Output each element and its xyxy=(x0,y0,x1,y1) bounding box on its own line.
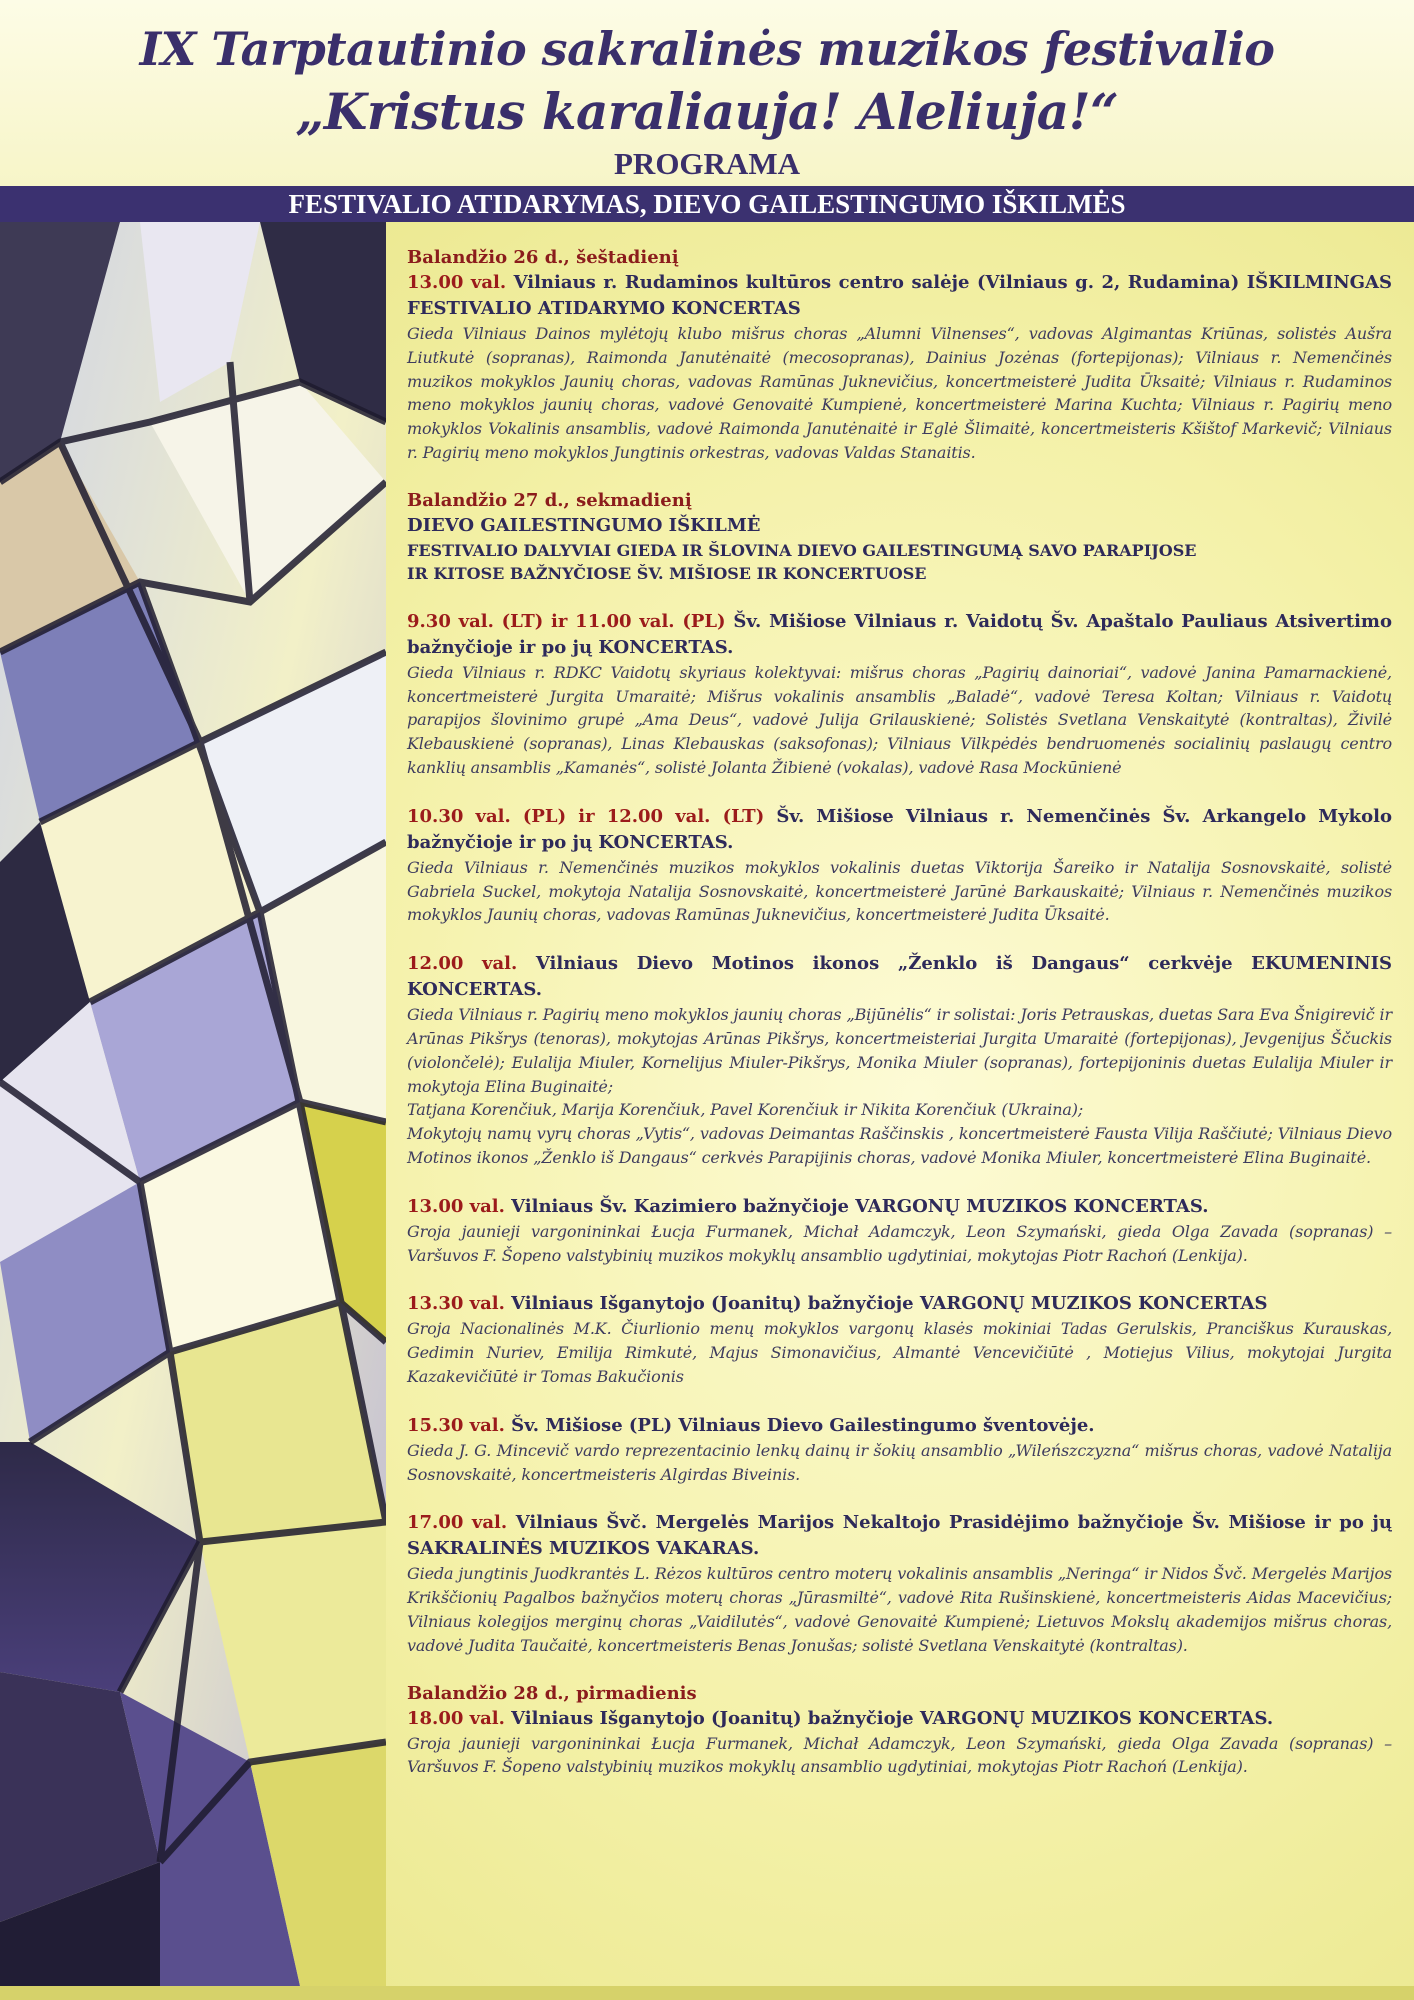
description-paragraph: Groja Nacionalinės M.K. Čiurlionio menų mokyklos vargonų klasės mokiniai Tadas Gerulskis, Pranciškus Kurauskas, Gedimin Nuriev, Emilija Rimkutė, Majus Simonavičius, Almantė Vencevičiūtė , Motiejus Vilius, mokytojai Jurgita Kazakevičiūtė ir Tomas Bakučionis xyxy=(407,1319,1392,1386)
event-divine-mercy xyxy=(407,489,1392,585)
event-time: 12.00 val. xyxy=(407,953,518,975)
event-description xyxy=(407,1220,1392,1268)
event-title-text: Vilniaus r. Rudaminos kultūros centro salėje (Vilniaus g. 2, Rudamina) IŠKILMINGAS FESTIVALIO ATIDARYMO KONCERTAS xyxy=(407,272,1392,319)
event-opening-concert xyxy=(407,246,1392,465)
event-title-text: Vilniaus Dievo Motinos ikonos „Ženklo iš Dangaus“ cerkvėje EKUMENINIS KONCERTAS. xyxy=(407,953,1392,1001)
description-paragraph: Gieda Vilniaus Dainos mylėtojų klubo mišrus choras „Alumni Vilnenses“, vadovas Algimantas Kriūnas, solistės Aušra Liutkutė (sopranas), Raimonda Janutėnaitė (mecosopranas), Dainius Jozėnas (fortepijonas); Vilniaus r. Nemenčinės muzikos mokyklos Jaunių choras, vadovas Ramūnas Juknevičius, koncertmeisterė Judita Ūksaitė; Vilniaus r. Rudaminos meno mokyklos jaunių choras, vadovė Genovaitė Kumpienė, koncertmeisterė Marina Kuchta; Vilniaus r. Pagirių meno mokyklos Vokalinis ansamblis, vadovė Raimonda Janutėnaitė ir Eglė Šlimaitė, koncertmeisteris Kšištof Markevič; Vilniaus r. Pagirių meno mokyklos Jungtinis orkestras, vadovas Valdas Stanaitis. xyxy=(407,324,1392,462)
day-heading: Balandžio 28 d., pirmadienis xyxy=(407,1682,697,1704)
event-title-text: Šv. Mišiose Vilniaus r. Nemenčinės Šv. Arkangelo Mykolo bažnyčioje ir po jų KONCERTAS. xyxy=(407,805,1392,853)
stained-glass-art xyxy=(0,222,386,1986)
event-title xyxy=(407,1510,1392,1562)
event-title-text: Vilniaus Išganytojo (Joanitų) bažnyčioje VARGONŲ MUZIKOS KONCERTAS. xyxy=(511,1707,1274,1729)
description-paragraph: Gieda J. G. Mincevič vardo reprezentacinio lenkų dainų ir šokių ansamblio „Wileńszczyzna“ mišrus choras, vadovė Natalija Sosnovskaitė, koncertmeisteris Algirdas Biveinis. xyxy=(407,1440,1392,1484)
description-paragraph: Gieda Vilniaus r. RDKC Vaidotų skyriaus kolektyvai: mišrus choras „Pagirių dainoriai“, vadovė Janina Pamarnackienė, koncertmeisterė Jurgita Umaraitė; Mišrus vokalinis ansamblis „Baladė“, vadovė Teresa Koltan; Vilniaus r. Vaidotų parapijos šlovinimo grupė „Ama Deus“, vadovė Julija Grilauskienė; Solistės Svetlana Venskaitytė (kontraltas), Živilė Klebauskienė (sopranas), Linas Klebauskas (saksofonas); Vilniaus Vilkpėdės bendruomenės socialinių paslaugų centro kanklių ansamblis „Kamanės“, solistė Jolanta Žibienė (vokalas), vadovė Rasa Mockūnienė xyxy=(407,662,1392,777)
event-time: 10.30 val. (PL) ir 12.00 val. (LT) xyxy=(407,805,765,827)
description-paragraph: Groja jaunieji vargonininkai Łucja Furmanek, Michał Adamczyk, Leon Szymański, gieda Olga Zavada (sopranas) – Varšuvos F. Šopeno valstybinių muzikos mokyklų ansamblio ugdytiniai, mokytojas Piotr Rachoń (Lenkija). xyxy=(407,1221,1392,1265)
event-title-text: Šv. Mišiose Vilniaus r. Vaidotų Šv. Apaštalo Pauliaus Atsivertimo bažnyčioje ir po jų KONCERTAS. xyxy=(407,610,1392,658)
description-paragraph: Groja jaunieji vargonininkai Łucja Furmanek, Michał Adamczyk, Leon Szymański, gieda Olga Zavada (sopranas) – Varšuvos F. Šopeno valstybinių muzikos mokyklų ansamblio ugdytiniai, mokytojas Piotr Rachoń (Lenkija). xyxy=(407,1733,1392,1777)
event-title xyxy=(407,951,1392,1003)
description-paragraph: Mokytojų namų vyrų choras „Vytis“, vadovas Deimantas Raščinskis , koncertmeisterė Fausta Vilija Raščiutė; Vilniaus Dievo Motinos ikonos „Ženklo iš Dangaus“ cerkvės Parapijinis choras, vadovė Monika Miuler, koncertmeisterė Elina Buginaitė. xyxy=(407,1124,1392,1167)
event-time: 17.00 val. xyxy=(407,1512,508,1534)
event-ecumenical-concert xyxy=(407,951,1392,1170)
event-description xyxy=(407,856,1392,927)
event-title xyxy=(407,1413,1392,1439)
event-title xyxy=(407,1194,1392,1220)
event-joanitu-organ xyxy=(407,1291,1392,1388)
event-description xyxy=(407,1317,1392,1388)
event-description xyxy=(407,1003,1392,1170)
programa-heading: PROGRAMA xyxy=(614,146,800,181)
event-time: 15.30 val. xyxy=(407,1414,505,1436)
event-vaidotai xyxy=(407,609,1392,780)
event-time: 18.00 val. xyxy=(407,1707,505,1729)
event-title-text: Vilniaus Išganytojo (Joanitų) bažnyčioje VARGONŲ MUZIKOS KONCERTAS xyxy=(511,1293,1268,1315)
day-heading: Balandžio 26 d., šeštadienį xyxy=(407,247,679,268)
festival-title-line-2: „Kristus karaliauja! Aleliuja!“ xyxy=(295,82,1119,141)
event-title-text: Šv. Mišiose (PL) Vilniaus Dievo Gailestingumo šventovėje. xyxy=(511,1414,1095,1436)
event-title-text: Vilniaus Švč. Mergelės Marijos Nekaltojo Prasidėjimo bažnyčioje Šv. Mišiose ir po jų SAKRALINĖS MUZIKOS VAKARAS. xyxy=(407,1512,1392,1560)
event-description xyxy=(407,1732,1392,1780)
event-description xyxy=(407,322,1392,465)
event-description xyxy=(407,1562,1392,1657)
description-paragraph: Gieda Vilniaus r. Nemenčinės muzikos mokyklos vokalinis duetas Viktorija Šareiko ir Natalija Sosnovskaitė, solistė Gabriela Suckel, mokytoja Natalija Sosnovskaitė, koncertmeisterė Jarūnė Barkauskaitė; Vilniaus r. Nemenčinės muzikos mokyklos Jaunių choras, vadovas Ramūnas Juknevičius, koncertmeisterė Judita Ūksaitė. xyxy=(407,857,1392,925)
event-heading: DIEVO GAILESTINGUMO IŠKILMĖ xyxy=(407,514,761,536)
event-title xyxy=(407,270,1392,322)
festival-title-line-1: IX Tarptautinio sakralinės muzikos festivalio xyxy=(139,22,1275,76)
event-title xyxy=(407,1706,1392,1732)
description-paragraph: Gieda jungtinis Juodkrantės L. Rėzos kultūros centro moterų vokalinis ansamblis „Neringa“ ir Nidos Švč. Mergelės Marijos Krikščionių Pagalbos bažnyčios moterų choras „Jūrasmiltė“, vadovė Rita Rušinskienė, koncertmeisteris Aidas Macevičius; Vilniaus kolegijos merginų choras „Vaidilutės“, vadovė Genovaitė Kumpienė; Lietuvos Mokslų akademijos mišrus choras, vadovė Judita Taučaitė, koncertmeisteris Benas Jonušas; solistė Svetlana Venskaitytė (kontraltas). xyxy=(407,1564,1392,1655)
section-banner: FESTIVALIO ATIDARYMAS, DIEVO GAILESTINGUMO IŠKILMĖS xyxy=(0,186,1414,222)
event-subheading-2: IR KITOSE BAŽNYČIOSE ŠV. MIŠIOSE IR KONCERTUOSE xyxy=(407,563,927,583)
event-description xyxy=(407,661,1392,780)
event-monday-organ xyxy=(407,1682,1392,1780)
event-title xyxy=(407,609,1392,661)
program-content xyxy=(407,246,1392,1803)
event-divine-mercy-shrine xyxy=(407,1413,1392,1487)
event-sacred-music-evening xyxy=(407,1510,1392,1657)
stained-glass-image xyxy=(0,222,386,1986)
event-description xyxy=(407,1439,1392,1487)
event-title xyxy=(407,1291,1392,1317)
event-time: 13.00 val. xyxy=(407,1195,505,1217)
event-time: 13.30 val. xyxy=(407,1293,505,1315)
event-time: 13.00 val. xyxy=(407,272,507,293)
event-time: 9.30 val. (LT) ir 11.00 val. (PL) xyxy=(407,610,726,632)
event-title-text: Vilniaus Šv. Kazimiero bažnyčioje VARGONŲ MUZIKOS KONCERTAS. xyxy=(511,1195,1209,1217)
day-heading: Balandžio 27 d., sekmadienį xyxy=(407,489,692,511)
event-kazimieras-organ xyxy=(407,1194,1392,1268)
description-paragraph: Tatjana Korenčiuk, Marija Korenčiuk, Pavel Korenčiuk ir Nikita Korenčiuk (Ukraina); xyxy=(407,1100,1084,1120)
description-paragraph: Gieda Vilniaus r. Pagirių meno mokyklos jaunių choras „Bijūnėlis“ ir solistai: Joris Petrauskas, duetas Sara Eva Šnigirevič ir Arūnas Pikšrys (tenoras), mokytojas Arūnas Pikšrys, koncertmeisteriai Jurgita Umaraitė (fortepijonas), Jevgenijus Ščuckis (violončelė); Eulalija Miuler, Kornelijus Miuler-Pikšrys, Monika Miuler (sopranas), fortepijoninis duetas Eulalija Miuler ir mokytoja Elina Buginaitė; xyxy=(407,1005,1392,1096)
page-header xyxy=(0,0,1414,186)
event-title xyxy=(407,804,1392,856)
bottom-band xyxy=(0,1986,1414,2000)
event-nemencine xyxy=(407,804,1392,927)
event-subheading-1: FESTIVALIO DALYVIAI GIEDA IR ŠLOVINA DIEVO GAILESTINGUMĄ SAVO PARAPIJOSE xyxy=(407,540,1197,560)
